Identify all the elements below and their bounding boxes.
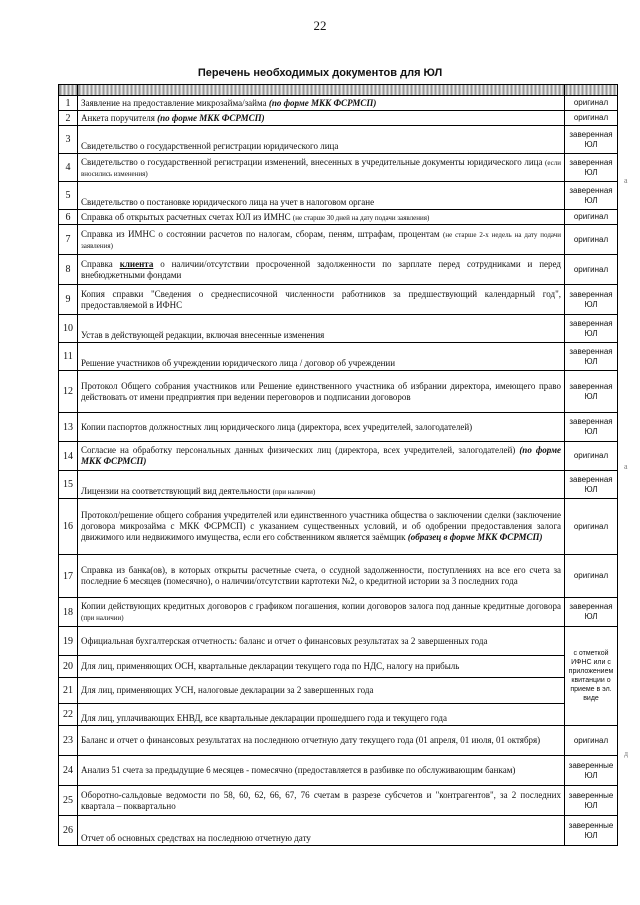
row-number: 10 (59, 315, 78, 343)
row-status: заверенная ЮЛ (565, 343, 618, 371)
table-row (59, 182, 618, 210)
row-text: Для лиц, применяющих ОСН, квартальные декларации текущего года по НДС, налогу на прибыль (78, 656, 565, 678)
row-text: Баланс и отчет о финансовых результатах на последнюю отчетную дату текущего года (01 апреля, 01 июля, 01 октября) (78, 726, 565, 756)
table-row (59, 786, 618, 816)
row-number: 14 (59, 442, 78, 471)
row-status: оригинал (565, 210, 618, 225)
row-status: заверенная ЮЛ (565, 598, 618, 627)
table-row (59, 756, 618, 786)
margin-mark: д (624, 749, 629, 758)
row-number: 4 (59, 154, 78, 182)
row-text: Для лиц, применяющих УСН, налоговые декларации за 2 завершенных года (78, 678, 565, 704)
table-row (59, 255, 618, 285)
row-number: 22 (59, 704, 78, 726)
row-text: Согласие на обработку персональных данных физических лиц (директора, всех учредителей, залогодателей) (по форме МКК ФСРМСП) (78, 442, 565, 471)
row-number: 23 (59, 726, 78, 756)
row-text: Протокол Общего собрания участников или Решение единственного участника об избрании директора, имеющего право действовать от имени предприятия при ведении переговоров и подписании договоров (78, 371, 565, 413)
row-status: заверенная ЮЛ (565, 413, 618, 442)
form-reference: (по форме МКК ФСРМСП) (81, 445, 561, 466)
row-text: Справка из ИМНС о состоянии расчетов по налогам, сборам, пеням, штрафам, процентам (не старше 2-х недель на дату подачи заявления) (78, 225, 565, 255)
table-row (59, 371, 618, 413)
row-text: Свидетельство о государственной регистрации юридического лица (78, 126, 565, 154)
row-number: 25 (59, 786, 78, 816)
table-row (59, 225, 618, 255)
row-status: оригинал (565, 726, 618, 756)
row-number: 20 (59, 656, 78, 678)
row-status: заверенная ЮЛ (565, 471, 618, 499)
table-row (59, 154, 618, 182)
row-status: заверенная ЮЛ (565, 154, 618, 182)
table-row (59, 627, 618, 656)
row-note: (при наличии) (272, 488, 316, 497)
row-note: (не старше 2-х недель на дату подачи заявления) (81, 230, 561, 250)
document-title: Перечень необходимых документов для ЮЛ (197, 67, 443, 79)
row-text: Копии паспортов должностных лиц юридического лица (директора, всех учредителей, залогодателей) (78, 413, 565, 442)
row-number: 17 (59, 555, 78, 598)
table-row (59, 413, 618, 442)
row-number: 24 (59, 756, 78, 786)
header-cell (78, 85, 565, 96)
row-number: 5 (59, 182, 78, 210)
form-reference: (по форме МКК ФСРМСП) (157, 112, 265, 123)
row-text: Оборотно-сальдовые ведомости по 58, 60, 62, 66, 67, 76 счетам в разрезе субсчетов и "контрагентов", за 2 последних квартала – поквартально (78, 786, 565, 816)
table-row (59, 499, 618, 555)
row-text: Отчет об основных средствах на последнюю отчетную дату (78, 816, 565, 846)
table-row (59, 285, 618, 315)
row-text: Анкета поручителя (по форме МКК ФСРМСП) (78, 111, 565, 126)
row-number: 21 (59, 678, 78, 704)
table-row (59, 598, 618, 627)
row-text: Для лиц, уплачивающих ЕНВД, все квартальные декларации прошедшего года и текущего года (78, 704, 565, 726)
client-emphasis: клиента (119, 258, 154, 269)
row-text: Заявление на предоставление микрозайма/займа (по форме МКК ФСРМСП) (78, 96, 565, 111)
row-text: Справка об открытых расчетных счетах ЮЛ из ИМНС (не старше 30 дней на дату подачи заявления) (78, 210, 565, 225)
form-reference: (по форме МКК ФСРМСП) (268, 97, 377, 108)
row-status: заверенная ЮЛ (565, 182, 618, 210)
row-status: оригинал (565, 255, 618, 285)
row-text: Свидетельство о постановке юридического лица на учет в налоговом органе (78, 182, 565, 210)
row-text: Копия справки "Сведения о среднесписочной численности работников за предшествующий календарный год", предоставляемой в ИФНС (78, 285, 565, 315)
row-note: (при наличии) (81, 614, 124, 622)
row-status: заверенная ЮЛ (565, 126, 618, 154)
row-text: Решение участников об учреждении юридического лица / договор об учреждении (78, 343, 565, 371)
documents-table (58, 84, 618, 846)
row-status: заверенные ЮЛ (565, 786, 618, 816)
row-number: 13 (59, 413, 78, 442)
row-note: (не старше 30 дней на дату подачи заявления) (292, 213, 430, 222)
table-row (59, 442, 618, 471)
row-status: оригинал (565, 225, 618, 255)
row-number: 2 (59, 111, 78, 126)
table-row (59, 656, 618, 678)
table-row (59, 343, 618, 371)
row-number: 8 (59, 255, 78, 285)
row-status: оригинал (565, 499, 618, 555)
row-text: Протокол/решение общего собрания учредителей или единственного участника общества о заключении сделки (заключение договора микрозайма с МКК ФСРМСП) с указанием существенных условий, и об одобрении предоставления залога движимого или недвижимого имущества, если его собственником является заёмщик (образец в форме МКК ФСРМСП) (78, 499, 565, 555)
table-row (59, 678, 618, 704)
table-row (59, 111, 618, 126)
merged-status-cell: с отметкой ИФНС или с приложением квитанции о приеме в эл. виде (565, 627, 618, 726)
row-number: 16 (59, 499, 78, 555)
row-text: Справка из банка(ов), в которых открыты расчетные счета, о ссудной задолженности, поступлениях на все его счета за последние 6 месяцев (помесячно), о наличии/отсутствии картотеки №2, о кредитной истории за 3 последних года (78, 555, 565, 598)
row-number: 6 (59, 210, 78, 225)
row-note: (если вносились изменения) (81, 158, 561, 178)
row-status: заверенная ЮЛ (565, 285, 618, 315)
row-number: 15 (59, 471, 78, 499)
row-text: Лицензии на соответствующий вид деятельности (при наличии) (78, 471, 565, 499)
row-number: 11 (59, 343, 78, 371)
header-cell (59, 85, 78, 96)
row-status: оригинал (565, 111, 618, 126)
row-status: оригинал (565, 96, 618, 111)
row-text: Устав в действующей редакции, включая внесенные изменения (78, 315, 565, 343)
row-text: Анализ 51 счета за предыдущие 6 месяцев - помесячно (предоставляется в разбивке по обслуживающим банкам) (78, 756, 565, 786)
row-status: заверенные ЮЛ (565, 816, 618, 846)
row-status: заверенная ЮЛ (565, 371, 618, 413)
table-row (59, 704, 618, 726)
header-cell (565, 85, 618, 96)
row-text: Свидетельство о государственной регистрации изменений, внесенных в учредительные документы юридического лица (если вносились изменения) (78, 154, 565, 182)
row-status: оригинал (565, 555, 618, 598)
row-text: Официальная бухгалтерская отчетность: баланс и отчет о финансовых результатах за 2 завершенных года (78, 627, 565, 656)
row-text: Справка клиента о наличии/отсутствии просроченной задолженности по зарплате перед сотрудниками и перед внебюджетными фондами (78, 255, 565, 285)
row-number: 1 (59, 96, 78, 111)
row-status: оригинал (565, 442, 618, 471)
table-row (59, 96, 618, 111)
row-text: Копии действующих кредитных договоров с графиком погашения, копии договоров залога под данные кредитные договора (при наличии) (78, 598, 565, 627)
table-row (59, 555, 618, 598)
row-number: 3 (59, 126, 78, 154)
table-row (59, 471, 618, 499)
table-header-band (59, 85, 618, 96)
margin-mark: а (624, 176, 628, 185)
table-row (59, 126, 618, 154)
row-number: 26 (59, 816, 78, 846)
page-number: 22 (313, 18, 327, 33)
row-number: 18 (59, 598, 78, 627)
row-number: 19 (59, 627, 78, 656)
row-number: 12 (59, 371, 78, 413)
table-row (59, 816, 618, 846)
table-row (59, 726, 618, 756)
table-row (59, 315, 618, 343)
row-status: заверенная ЮЛ (565, 315, 618, 343)
row-number: 7 (59, 225, 78, 255)
table-row (59, 210, 618, 225)
margin-mark: а (624, 462, 628, 471)
row-status: заверенные ЮЛ (565, 756, 618, 786)
form-reference: (образец в форме МКК ФСРМСП) (407, 531, 543, 542)
row-number: 9 (59, 285, 78, 315)
